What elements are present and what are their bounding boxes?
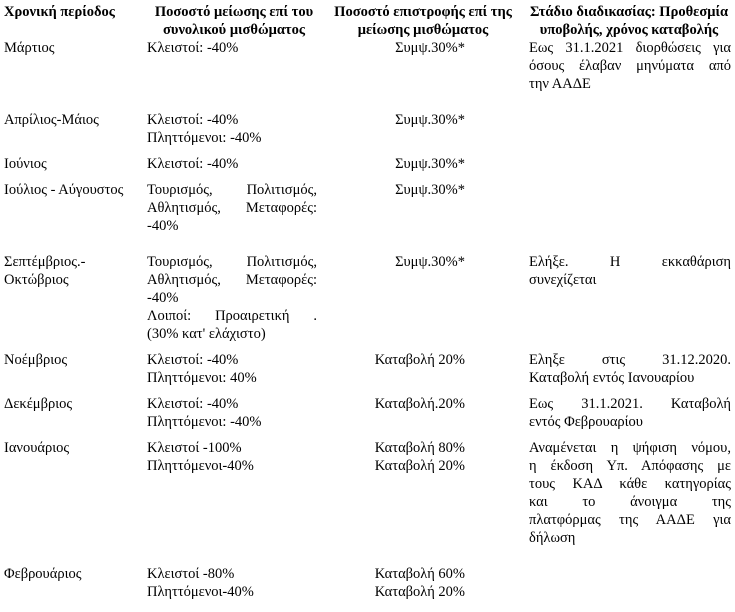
period-line: Απρίλιος-Μάιος bbox=[4, 112, 99, 128]
return-line: Συμψ.30%* bbox=[395, 182, 465, 198]
reduction-cell bbox=[145, 181, 323, 253]
reduction-cell bbox=[145, 253, 323, 351]
return-line: Συμψ.30%* bbox=[395, 156, 465, 172]
return-cell bbox=[323, 181, 523, 253]
stage-cell bbox=[523, 155, 735, 181]
period-cell bbox=[0, 39, 145, 111]
reduction-line: Λοιποί: Προαιρετική . bbox=[147, 308, 317, 324]
table-row bbox=[0, 155, 735, 181]
return-line: Συμψ.30%* bbox=[395, 254, 465, 270]
table-row bbox=[0, 253, 735, 351]
period-line: Δεκέμβριος bbox=[4, 396, 73, 412]
period-cell bbox=[0, 395, 145, 439]
reduction-line: Τουρισμός, Πολιτισμός, bbox=[147, 182, 317, 198]
reduction-line: Κλειστοί: -40% bbox=[147, 40, 239, 56]
period-cell bbox=[0, 351, 145, 395]
reduction-line: -40% bbox=[147, 290, 179, 306]
period-line: Ιούλιος - Αύγουστος bbox=[4, 182, 124, 198]
return-cell bbox=[323, 111, 523, 155]
return-line: Καταβολή 20% bbox=[374, 584, 465, 600]
reduction-line: Τουρισμός, Πολιτισμός, bbox=[147, 254, 317, 270]
period-line: Ιανουάριος bbox=[4, 440, 70, 456]
return-line: Καταβολή.20% bbox=[374, 396, 465, 412]
header-return: Ποσοστό επιστροφής επί της μείωσης μισθώματος bbox=[334, 4, 512, 38]
period-line: Νοέμβριος bbox=[4, 352, 68, 368]
stage-cell bbox=[523, 439, 735, 565]
period-cell bbox=[0, 155, 145, 181]
period-line: Μάρτιος bbox=[4, 40, 55, 56]
stage-line: όσους έλαβαν μηνύματα από bbox=[529, 58, 731, 74]
stage-line: εντός Φεβρουαρίου bbox=[529, 414, 643, 430]
stage-line: Εληξε στις 31.12.2020. bbox=[529, 352, 731, 368]
stage-line: τους ΚΑΔ κάθε κατηγορίας bbox=[529, 476, 731, 492]
reduction-cell bbox=[145, 155, 323, 181]
stage-line: Καταβολή εντός Ιανουαρίου bbox=[529, 370, 695, 386]
period-cell bbox=[0, 253, 145, 351]
reduction-line: Αθλητισμός, Μεταφορές: bbox=[147, 200, 317, 216]
stage-cell bbox=[523, 351, 735, 395]
table-row bbox=[0, 181, 735, 253]
reduction-cell bbox=[145, 395, 323, 439]
stage-cell bbox=[523, 253, 735, 351]
reduction-cell bbox=[145, 565, 323, 601]
return-cell bbox=[323, 39, 523, 111]
reduction-line: Κλειστοί: -40% bbox=[147, 352, 239, 368]
period-cell bbox=[0, 565, 145, 601]
return-line: Συμψ.30%* bbox=[395, 112, 465, 128]
reduction-cell bbox=[145, 439, 323, 565]
return-line: Καταβολή 20% bbox=[374, 352, 465, 368]
stage-line: Εως 31.1.2021 διορθώσεις για bbox=[529, 40, 731, 56]
header-reduction: Ποσοστό μείωσης επί του συνολικού μισθώματος bbox=[154, 4, 314, 38]
stage-line: συνεχίζεται bbox=[529, 272, 597, 288]
return-cell bbox=[323, 155, 523, 181]
period-line: Οκτώβριος bbox=[4, 272, 69, 288]
table-row bbox=[0, 39, 735, 111]
stage-cell bbox=[523, 395, 735, 439]
reduction-line: Πληττόμενοι-40% bbox=[147, 584, 254, 600]
table-row bbox=[0, 439, 735, 565]
stage-line: Αναμένεται η ψήφιση νόμου, bbox=[529, 440, 731, 456]
stage-line: και το άνοιγμα της bbox=[529, 494, 731, 510]
reduction-line: Κλειστοί: -40% bbox=[147, 396, 239, 412]
return-line: Καταβολή 80% bbox=[374, 440, 465, 456]
stage-line: πλατφόρμας της ΑΑΔΕ για bbox=[529, 512, 731, 528]
reduction-cell bbox=[145, 39, 323, 111]
rent-reduction-table bbox=[0, 3, 735, 601]
reduction-line: (30% κατ' ελάχιστο) bbox=[147, 326, 266, 342]
stage-line: Εως 31.1.2021. Καταβολή bbox=[529, 396, 731, 412]
return-cell bbox=[323, 351, 523, 395]
stage-cell bbox=[523, 111, 735, 155]
reduction-line: -40% bbox=[147, 218, 179, 234]
return-cell bbox=[323, 565, 523, 601]
return-cell bbox=[323, 395, 523, 439]
stage-line: την ΑΑΔΕ bbox=[529, 76, 591, 92]
stage-cell bbox=[523, 181, 735, 253]
reduction-line: Πληττόμενοι: -40% bbox=[147, 414, 262, 430]
reduction-line: Κλειστοί -100% bbox=[147, 440, 242, 456]
reduction-line: Πληττόμενοι: 40% bbox=[147, 370, 257, 386]
period-cell bbox=[0, 111, 145, 155]
period-line: Ιούνιος bbox=[4, 156, 47, 172]
header-period: Χρονική περίοδος bbox=[4, 4, 115, 20]
reduction-line: Κλειστοί -80% bbox=[147, 566, 235, 582]
stage-cell bbox=[523, 565, 735, 601]
reduction-line: Αθλητισμός, Μεταφορές: bbox=[147, 272, 317, 288]
header-stage: Στάδιο διαδικασίας: Προθεσμία υποβολής, χρόνος καταβολής bbox=[529, 4, 729, 38]
return-line: Συμψ.30%* bbox=[395, 40, 465, 56]
return-cell bbox=[323, 253, 523, 351]
reduction-cell bbox=[145, 351, 323, 395]
reduction-line: Πληττόμενοι-40% bbox=[147, 458, 254, 474]
table-row bbox=[0, 565, 735, 601]
stage-line: δήλωση bbox=[529, 530, 576, 546]
stage-cell bbox=[523, 39, 735, 111]
table-row bbox=[0, 111, 735, 155]
return-line: Καταβολή 20% bbox=[374, 458, 465, 474]
reduction-line: Πληττόμενοι: -40% bbox=[147, 130, 262, 146]
period-cell bbox=[0, 439, 145, 565]
period-line: Φεβρουάριος bbox=[4, 566, 82, 582]
return-line: Καταβολή 60% bbox=[374, 566, 465, 582]
reduction-line: Κλειστοί: -40% bbox=[147, 112, 239, 128]
reduction-line: Κλειστοί: -40% bbox=[147, 156, 239, 172]
stage-line: η έκδοση Υπ. Απόφασης με bbox=[529, 458, 731, 474]
period-line: Σεπτέμβριος.- bbox=[4, 254, 86, 270]
table-row bbox=[0, 351, 735, 395]
table-row bbox=[0, 395, 735, 439]
reduction-cell bbox=[145, 111, 323, 155]
table-header-row bbox=[0, 3, 735, 39]
stage-line: Ελήξε. Η εκκαθάριση bbox=[529, 254, 731, 270]
return-cell bbox=[323, 439, 523, 565]
period-cell bbox=[0, 181, 145, 253]
